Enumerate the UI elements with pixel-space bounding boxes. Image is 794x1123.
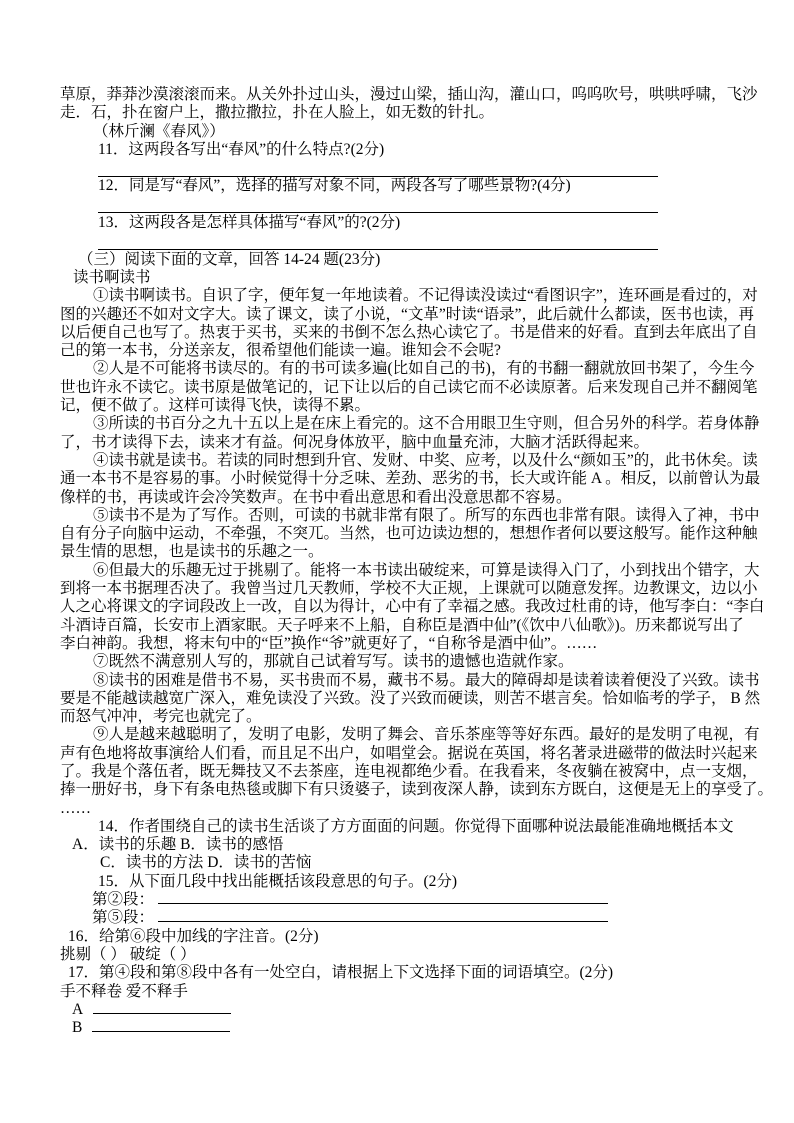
- essay-line: [60, 305, 755, 324]
- essay-para-5-text: ⑤读书不是为了写作。否则，可读的书就非常有限了。所写的东西也非常有限。读得入了神，书中: [93, 506, 760, 524]
- essay-line-text: 要是不能越读越宽广深入，难免读没了兴致。没了兴致而硬读，则苦不堪言矣。恰如临考的学子， B 然: [60, 689, 761, 707]
- essay-line-text: 到将一本书据理否决了。我曾当过几天教师，学校不大正规，上课就可以随意发挥。边教课文，边以小: [60, 580, 758, 598]
- essay-line: [60, 543, 750, 561]
- question-17-choices-text: 手不释卷 爱不释手: [60, 982, 188, 1000]
- essay-para-1: [60, 287, 758, 305]
- passage-citation: [60, 123, 750, 141]
- essay-line-text: 人之心将课文的字词段改上一改，自以为得计，心中有了幸福之感。我改过杜甫的诗，他写李白：“李白: [60, 598, 765, 616]
- answer-blank-para2-label: 第②段：: [92, 891, 155, 909]
- essay-line-text: 通一本书不是容易的事。小时候觉得十分乏味、差劲、恶劣的书，长大或许能 A 。相反，以前曾认为最: [60, 470, 761, 488]
- question-12-text: 12．同是写“春风”，选择的描写对象不同，两段各写了哪些景物?(4分): [98, 177, 571, 195]
- essay-line-text: ……: [60, 799, 91, 817]
- answer-line: [98, 159, 658, 177]
- passage-line: [60, 86, 758, 104]
- essay-para-1-text: ①读书啊读书。自识了字，便年复一年地读着。不记得读没读过“看图识字”，连环画是看过的，对: [93, 287, 758, 305]
- answer-blank-b: [92, 1019, 230, 1032]
- question-14-options-cd-text: C．读书的方法 D．读书的苦恼: [100, 854, 312, 872]
- essay-para-7: [60, 653, 750, 671]
- answer-blank-para5: [158, 909, 608, 922]
- answer-blank-para5-label: 第⑤段：: [92, 909, 155, 927]
- essay-line-text: 像样的书，再读或许会冷笑数声。在书中看出意思和看出没意思都不容易。: [60, 488, 572, 506]
- essay-line: [60, 708, 750, 726]
- essay-line: [60, 342, 750, 360]
- essay-line-text: 捧一册好书，身下有条电热毯或脚下有只烫婆子，读到夜深人静，读到东方既白，这便是无上的享受了。: [60, 781, 774, 799]
- answer-rule-q11: [60, 159, 750, 177]
- passage-line: [60, 104, 750, 122]
- essay-para-9: [60, 726, 760, 744]
- answer-blank-a-label: A: [72, 1000, 84, 1018]
- essay-para-5: [60, 506, 760, 525]
- essay-line: [60, 470, 761, 488]
- essay-line-text: 图的兴趣还不如对文字大。读了课文，读了小说，“文革”时读“语录”，此后就什么都读，医书也读，再: [60, 305, 755, 323]
- question-16-words: [60, 946, 750, 964]
- question-16-text: 16．给第⑥段中加线的字注音。(2分): [68, 927, 319, 945]
- essay-line-text: 己的第一本书，分送亲友，很希望他们能读一遍。谁知会不会呢?: [60, 342, 501, 360]
- question-13: [60, 214, 750, 232]
- answer-blank-b: [60, 1019, 750, 1037]
- section-3-header-text: （三）阅读下面的文章，回答 14-24 题(23分): [78, 250, 381, 268]
- question-15: [60, 873, 750, 891]
- essay-line-text: 而怒气冲冲，考完也就完了。: [60, 708, 262, 726]
- question-16: [60, 928, 750, 946]
- answer-rule-q13: [60, 232, 750, 250]
- essay-para-7-text: ⑦既然不满意别人写的，那就自己试着写写。读书的遗憾也造就作家。: [93, 653, 574, 671]
- essay-line: [60, 617, 750, 635]
- question-14-text: 14．作者围绕自己的读书生活谈了方方面面的问题。你觉得下面哪种说法最能准确地概括本文: [98, 817, 734, 835]
- essay-line: [60, 378, 758, 397]
- question-17: [60, 964, 750, 982]
- essay-para-4-text: ④读书就是读书。若读的同时想到升官、发财、中奖、应考，以及什么“颜如玉”的，此书休矣。读: [93, 451, 758, 469]
- essay-line: [60, 434, 750, 452]
- answer-blank-para2: [158, 891, 608, 904]
- essay-line: [60, 323, 758, 342]
- question-17-choices: [60, 983, 750, 1001]
- essay-line-text: 世也许永不读它。读书原是做笔记的，记下让以后的自己读它而不必读原著。后来发现自己并不翻阅笔: [60, 378, 758, 396]
- answer-blank-b-label: B: [72, 1019, 83, 1037]
- essay-para-3-text: ③所读的书百分之九十五以上是在床上看完的。这不合用眼卫生守则，但合另外的科学。若身体静: [93, 415, 760, 433]
- essay-line-text: 了。我是个落伍者，既无舞技又不去茶座，连电视都绝少看。在我看来，冬夜躺在被窝中，点一支烟，: [60, 762, 758, 780]
- answer-line: [98, 196, 658, 214]
- essay-line-text: 斗酒诗百篇，长安市上酒家眠。天子呼来不上船，自称臣是酒中仙”(《饮中八仙歌》)。历来都说写出了: [60, 616, 744, 634]
- passage-citation-text: （林斤澜《春风》）: [93, 122, 225, 140]
- answer-line: [98, 232, 658, 250]
- essay-line: [60, 525, 758, 543]
- essay-line-text: 了，书才读得下去，读来才有益。何况身体放平，脑中血量充沛，大脑才活跃得起来。: [60, 433, 650, 451]
- essay-line: [60, 781, 774, 799]
- essay-para-6: [60, 561, 760, 580]
- answer-blank-a: [93, 1001, 231, 1014]
- question-11: [60, 141, 750, 159]
- question-16-words-text: 挑剔（ ） 破绽（ ）: [60, 945, 196, 963]
- question-14-options-cd: [60, 854, 750, 872]
- answer-blank-para5: [60, 909, 750, 927]
- essay-title-text: 读书啊读书: [73, 268, 151, 286]
- passage-line-text: 草原，莽莽沙漠滚滚而来。从关外扑过山头，漫过山梁，插山沟，灌山口，呜呜吹号，哄哄呼啸，飞沙: [60, 86, 758, 103]
- essay-line-text: 景生情的思想，也是读书的乐趣之一。: [60, 543, 324, 561]
- question-14-options-ab-text: A．读书的乐趣 B．读书的感悟: [72, 836, 284, 854]
- essay-para-2: [60, 360, 755, 378]
- essay-line: [60, 580, 758, 598]
- essay-para-4: [60, 451, 758, 470]
- essay-para-6-text: ⑥但最大的乐趣无过于挑剔了。能将一本书读出破绽来，可算是读得入门了，小到找出个错字，大: [93, 561, 760, 579]
- essay-line: [60, 800, 750, 818]
- passage-line-text: 走．石，扑在窗户上，撒拉撒拉，扑在人脸上，如无数的针扎。: [60, 104, 495, 122]
- essay-line: [60, 762, 758, 781]
- question-14-options-ab: [60, 836, 750, 854]
- question-17-text: 17．第④段和第⑧段中各有一处空白，请根据上下文选择下面的词语填空。(2分): [68, 964, 614, 982]
- essay-line-text: 以后便自己也写了。热衷于买书，买来的书倒不怎么热心读它了。书是借来的好看。直到去年底出了自: [60, 323, 758, 341]
- question-14: [60, 818, 750, 836]
- answer-blank-para2: [60, 891, 750, 909]
- essay-line-text: 声有色地将故事演给人们看，而且足不出户，如唱堂会。据说在英国，将名著录进磁带的做法时兴起来: [60, 744, 758, 762]
- question-12: [60, 177, 750, 195]
- essay-line: [60, 689, 761, 708]
- essay-para-8-text: ⑧读书的困难是借书不易，买书贵而不易，藏书不易。最大的障碍却是读着读着便没了兴致。读书: [93, 671, 760, 689]
- essay-para-2-text: ②人是不可能将书读尽的。有的书可读多遍(比如自己的书)，有的书翻一翻就放回书架了，今生今: [93, 360, 755, 378]
- page-content: [60, 86, 774, 1037]
- essay-para-3: [60, 415, 760, 433]
- essay-line-text: 记，便不做了。这样可读得飞快，读得不累。: [60, 397, 371, 415]
- essay-para-9-text: ⑨人是越来越聪明了，发明了电影，发明了舞会、音乐茶座等等好东西。最好的是发明了电视，有: [93, 726, 760, 744]
- essay-line-text: 李白神韵。我想，将末句中的“臣”换作“爷”就更好了，“自称爷是酒中仙”。……: [60, 634, 598, 652]
- question-13-text: 13．这两段各是怎样具体描写“春风”的?(2分): [98, 214, 401, 232]
- essay-line: [60, 744, 758, 763]
- essay-line-text: 自有分子向脑中运动，不牵强，不突兀。当然，也可边读边想的，想想作者何以要这般写。能作这种触: [60, 525, 758, 543]
- essay-para-8: [60, 671, 760, 690]
- essay-line: [60, 489, 750, 507]
- question-15-text: 15．从下面几段中找出能概括该段意思的句子。(2分): [98, 872, 458, 890]
- essay-line: [60, 635, 750, 653]
- answer-blank-a: [60, 1001, 750, 1019]
- essay-line: [60, 397, 750, 415]
- section-3-header: [60, 251, 750, 269]
- answer-rule-q12: [60, 196, 750, 214]
- essay-line: [60, 598, 765, 616]
- question-11-text: 11．这两段各写出“春风”的什么特点?(2分): [98, 140, 385, 158]
- essay-title: [60, 269, 750, 287]
